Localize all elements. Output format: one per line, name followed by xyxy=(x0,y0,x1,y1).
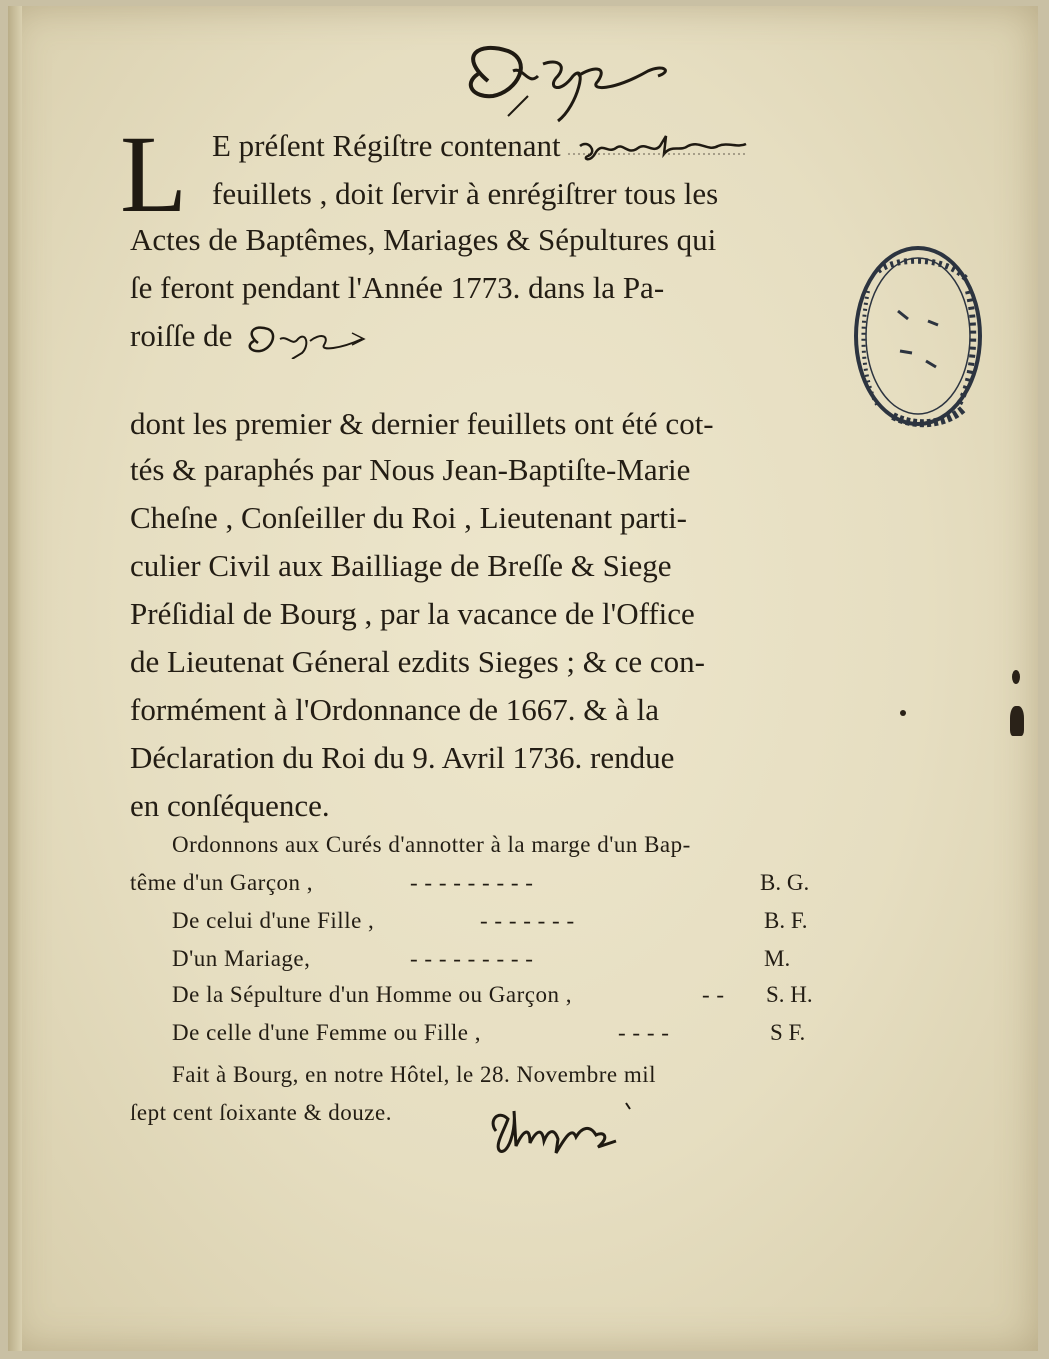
text-line-3: Actes de Baptêmes, Mariages & Sépultures qui xyxy=(130,222,717,257)
margin-ink-mark xyxy=(1010,706,1024,736)
code-row-dashes: - - - - xyxy=(618,1020,670,1045)
signature-mark xyxy=(486,1091,636,1161)
text-line-11: de Lieutenat Géneral ezdits Sieges ; & ce con- xyxy=(130,644,705,679)
margin-ink-mark xyxy=(1012,670,1020,684)
drop-cap-letter: L xyxy=(120,113,188,235)
text-line-6: dont les premier & dernier feuillets ont été cot- xyxy=(130,406,714,441)
text-line-9: culier Civil aux Bailliage de Breſſe & Siege xyxy=(130,548,672,583)
register-page xyxy=(8,6,1038,1351)
code-row-code: M. xyxy=(764,946,791,971)
text-line-5-content: roiſſe de xyxy=(130,318,233,353)
archive-seal xyxy=(838,241,988,436)
closing-line-2: ſept cent ſoixante & douze. xyxy=(130,1100,392,1125)
code-row-label: De celle d'une Femme ou Fille , xyxy=(172,1020,481,1045)
text-line-13: Déclaration du Roi du 9. Avril 1736. rendue xyxy=(130,740,675,775)
text-line-4: ſe feront pendant l'Année 1773. dans la Pa- xyxy=(130,270,665,305)
margin-ink-dot xyxy=(900,710,906,716)
text-line-7: tés & paraphés par Nous Jean-Baptiſte-Marie xyxy=(130,452,691,487)
text-line-5 xyxy=(130,318,370,359)
code-row-dashes: - - - - - - - - - xyxy=(410,946,534,971)
handwritten-parish-heading xyxy=(448,36,678,126)
code-row-code: S. H. xyxy=(766,982,813,1007)
code-row-label: D'un Mariage, xyxy=(172,946,311,971)
text-line-12: formément à l'Ordonnance de 1667. & à la xyxy=(130,692,659,727)
handwritten-parish-name xyxy=(240,319,370,359)
code-row-code: B. G. xyxy=(760,870,810,895)
codes-intro: Ordonnons aux Curés d'annotter à la marge d'un Bap- xyxy=(172,832,691,857)
text-line-14: en conſéquence. xyxy=(130,788,330,823)
text-line-1-content: E préſent Régiſtre contenant xyxy=(212,128,561,163)
text-line-10: Préſidial de Bourg , par la vacance de l'Office xyxy=(130,596,695,631)
handwritten-leaf-count xyxy=(568,134,748,164)
page-fold-edge xyxy=(8,6,22,1351)
text-line-2: feuillets , doit ſervir à enrégiſtrer tous les xyxy=(212,176,719,211)
code-row-dashes: - - - - - - - xyxy=(480,908,575,933)
text-line-1 xyxy=(212,128,748,164)
code-row-label: tême d'un Garçon , xyxy=(130,870,314,895)
text-line-8: Cheſne , Conſeiller du Roi , Lieutenant parti- xyxy=(130,500,688,535)
closing-line-1: Fait à Bourg, en notre Hôtel, le 28. Novembre mil xyxy=(172,1062,656,1087)
code-row-label: De celui d'une Fille , xyxy=(172,908,375,933)
code-row-dashes: - - - - - - - - - xyxy=(410,870,534,895)
code-row-label: De la Sépulture d'un Homme ou Garçon , xyxy=(172,982,572,1007)
code-row-code: S F. xyxy=(770,1020,806,1045)
code-row-code: B. F. xyxy=(764,908,808,933)
code-row-dashes: - - xyxy=(702,982,725,1007)
